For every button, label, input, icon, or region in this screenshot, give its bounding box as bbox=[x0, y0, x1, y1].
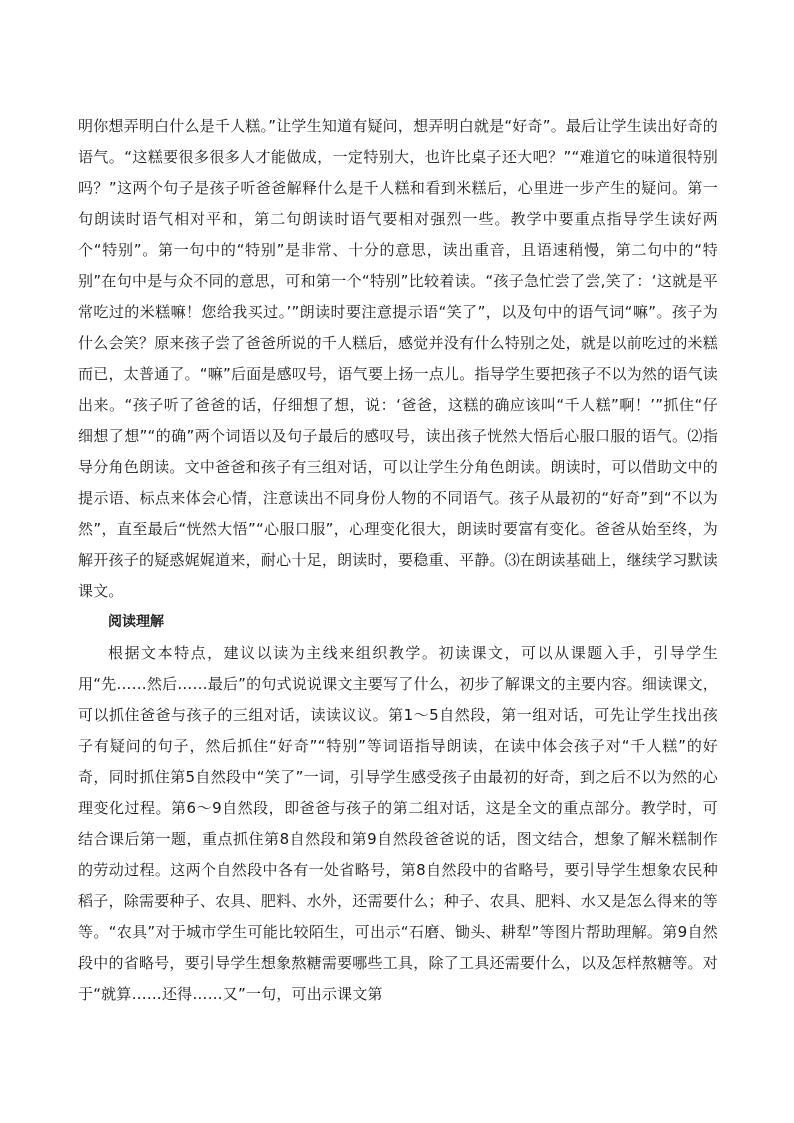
body-paragraph: 根据文本特点，建议以读为主线来组织教学。初读课文，可以从课题入手，引导学生用“先……然后……最后”的句式说说课文主要写了什么，初步了解课文的主要内容。细读课文，可以抓住爸爸与孩子的三组对话，读读议议。第1～5自然段，第一组对话，可先让学生找出孩子有疑问的句子，然后抓住“好奇”“特别”等词语指导朗读，在读中体会孩子对“千人糕”的好奇，同时抓住第5自然段中“笑了”一词，引导学生感受孩子由最初的好奇，到之后不以为然的心理变化过程。第6～9自然段，即爸爸与孩子的第二组对话，这是全文的重点部分。教学时，可结合课后第一题，重点抓住第8自然段和第9自然段爸爸说的话，图文结合，想象了解米糕制作的劳动过程。这两个自然段中各有一处省略号，第8自然段中的省略号，要引导学生想象农民种稻子，除需要种子、农具、肥料、水外，还需要什么；种子、农具、肥料、水又是怎么得来的等等。“农具”对于城市学生可能比较陌生，可出示“石磨、锄头、耕犁”等图片帮助理解。第9自然段中的省略号，要引导学生想象熬糖需要哪些工具，除了工具还需要什么，以及怎样熬糖等。对于“就算……还得……又”一句，可出示课文第 bbox=[78, 644, 718, 1003]
section-heading: 阅读理解 bbox=[108, 614, 164, 630]
body-paragraph-continued: 明你想弄明白什么是千人糕。”让学生知道有疑问，想弄明白就是“好奇”。最后让学生读出好奇的语气。“这糕要很多很多人才能做成，一定特别大，也许比桌子还大吧？”“难道它的味道很特别吗？”这两个句子是孩子听爸爸解释什么是千人糕和看到米糕后，心里进一步产生的疑问。第一句朗读时语气相对平和，第二句朗读时语气要相对强烈一些。教学中要重点指导学生读好两个“特别”。第一句中的“特别”是非常、十分的意思，读出重音，且语速稍慢，第二句中的“特别”在句中是与众不同的意思，可和第一个“特别”比较着读。“孩子急忙尝了尝,笑了：‘这就是平常吃过的米糕嘛！您给我买过。’”朗读时要注意提示语“笑了”，以及句中的语气词“嘛”。孩子为什么会笑？原来孩子尝了爸爸所说的千人糕后，感觉并没有什么特别之处，就是以前吃过的米糕而已，太普通了。“嘛”后面是感叹号，语气要上扬一点儿。指导学生要把孩子不以为然的语气读出来。“孩子听了爸爸的话，仔细想了想，说：‘爸爸，这糕的确应该叫“千人糕”啊！’”抓住“仔细想了想”“的确”两个词语以及句子最后的感叹号，读出孩子恍然大悟后心服口服的语气。⑵指导分角色朗读。文中爸爸和孩子有三组对话，可以让学生分角色朗读。朗读时，可以借助文中的提示语、标点来体会心情，注意读出不同身份人物的不同语气。孩子从最初的“好奇”到“不以为然”，直至最后“恍然大悟”“心服口服”，心理变化很大，朗读时要富有变化。爸爸从始至终，为解开孩子的疑惑娓娓道来，耐心十足，朗读时，要稳重、平静。⑶在朗读基础上，继续学习默读课文。 bbox=[78, 117, 718, 600]
document-body bbox=[78, 111, 718, 1010]
